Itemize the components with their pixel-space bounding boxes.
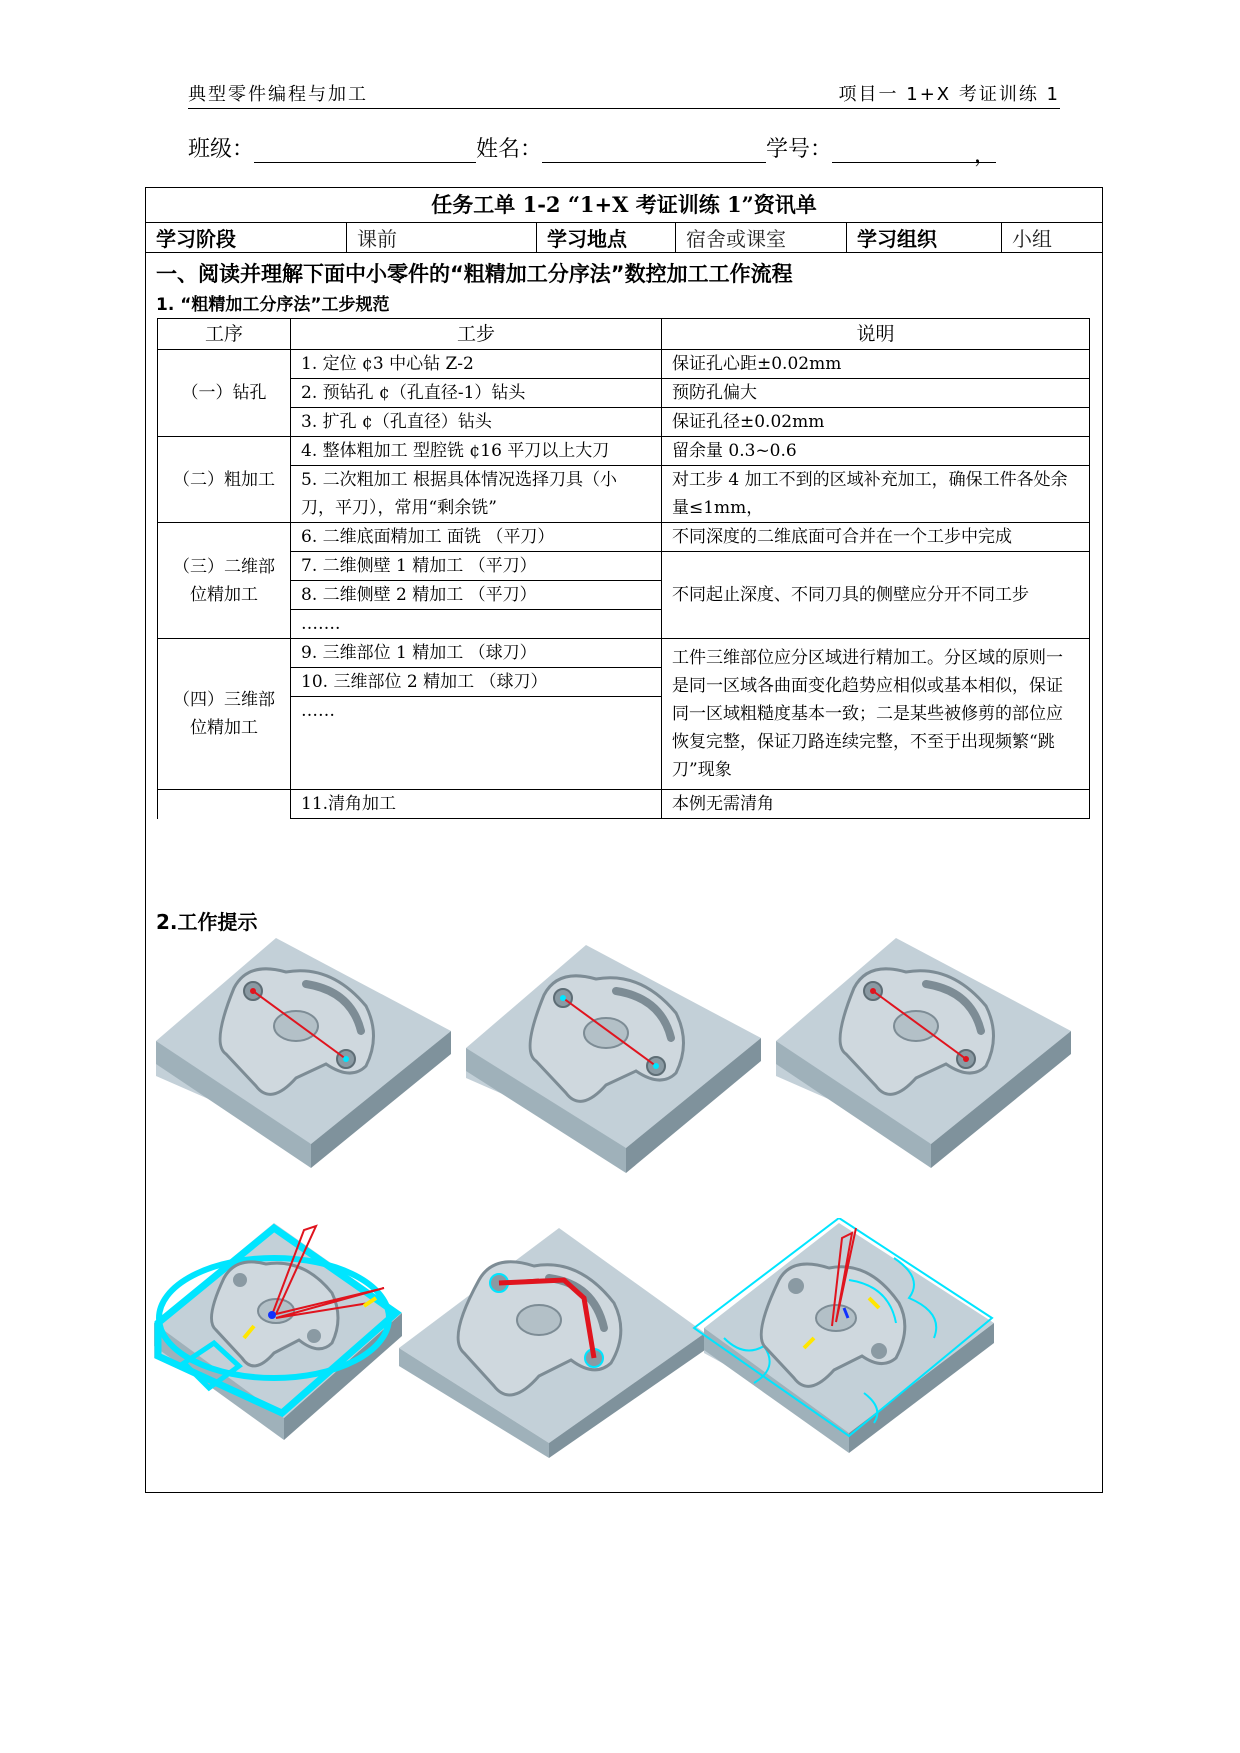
col-header-process: 工序 (158, 319, 291, 350)
group-cell: （三）二维部位精加工 (158, 523, 291, 639)
section1-title: 一、阅读并理解下面中小零件的“粗精加工分序法”数控加工工作流程 (156, 262, 793, 286)
note-cell: 不同深度的二维底面可合并在一个工步中完成 (662, 523, 1090, 552)
table-row (158, 379, 1090, 408)
step-cell: 5. 二次粗加工 根据具体情况选择刀具（小刀，平刀），常用“剩余铣” (291, 466, 662, 523)
step-cell: 4. 整体粗加工 型腔铣 ¢16 平刀以上大刀 (291, 437, 662, 466)
trailing-comma: ， (974, 143, 997, 168)
table-row (158, 466, 1090, 523)
group-cell: （四）三维部位精加工 (158, 639, 291, 790)
table-header-row (158, 319, 1090, 350)
col-header-step: 工步 (291, 319, 662, 350)
table-row (158, 350, 1090, 379)
step-cell: 10. 三维部位 2 精加工 （球刀） (291, 668, 662, 697)
header-project-title: 项目一 1+X 考证训练 1 (838, 84, 1060, 105)
name-field[interactable] (542, 138, 766, 163)
step-cell: 9. 三维部位 1 精加工 （球刀） (291, 639, 662, 668)
note-cell: 本例无需清角 (662, 790, 1090, 819)
roughing-toolpath-illustration (154, 1218, 402, 1458)
group-cell-empty (158, 790, 291, 819)
group-cell: （一）钻孔 (158, 350, 291, 437)
note-cell: 对工步 4 加工不到的区域补充加工，确保工件各处余量≤1mm， (662, 466, 1090, 523)
step-cell: 1. 定位 ¢3 中心钻 Z-2 (291, 350, 662, 379)
org-label: 学习组织 (847, 222, 1002, 253)
note-cell: 保证孔径±0.02mm (662, 408, 1090, 437)
org-value: 小组 (1002, 222, 1103, 253)
step-cell: 8. 二维侧壁 2 精加工 （平刀） (291, 581, 662, 610)
table-row (158, 437, 1090, 466)
note-cell: 留余量 0.3~0.6 (662, 437, 1090, 466)
place-value: 宿舍或课室 (676, 222, 847, 253)
table-row (158, 639, 1090, 668)
stage-value: 课前 (347, 222, 537, 253)
section1-subtitle: 1. “粗精加工分序法”工步规范 (156, 295, 390, 315)
sheet-title: 任务工单 1-2 “1+X 考证训练 1”资讯单 (146, 188, 1102, 223)
task-sheet (145, 187, 1103, 1493)
meta-table (146, 222, 1102, 253)
section2-title: 2.工作提示 (156, 910, 258, 934)
student-info-row (188, 132, 997, 168)
drill-illustration-1 (156, 936, 451, 1171)
drill-illustration-2 (466, 943, 761, 1178)
step-cell: 3. 扩孔 ¢（孔直径）钻头 (291, 408, 662, 437)
note-cell: 预防孔偏大 (662, 379, 1090, 408)
process-table (157, 318, 1090, 819)
stage-label: 学习阶段 (146, 222, 347, 253)
class-field[interactable] (254, 138, 476, 163)
step-cell: 11.清角加工 (291, 790, 662, 819)
id-label: 学号： (766, 137, 833, 162)
table-row (158, 790, 1090, 819)
header-course-title: 典型零件编程与加工 (188, 84, 368, 105)
drill-illustration-3 (776, 936, 1071, 1171)
page-header (188, 78, 1060, 109)
table-row (158, 552, 1090, 581)
class-label: 班级： (188, 137, 255, 162)
place-label: 学习地点 (537, 222, 676, 253)
note-cell: 工件三维部位应分区域进行精加工。分区域的原则一是同一区域各曲面变化趋势应相似或基本相似，保证同一区域粗糙度基本一致；二是某些被修剪的部位应恢复完整，保证刀路连续完整，不至于出现频繁“跳刀”现象 (662, 639, 1090, 790)
name-label: 姓名： (476, 137, 543, 162)
note-cell: 保证孔心距±0.02mm (662, 350, 1090, 379)
3d-finishing-toolpath-illustration (684, 1218, 994, 1463)
student-id-field[interactable] (832, 138, 997, 168)
group-cell: （二）粗加工 (158, 437, 291, 523)
step-cell: ……. (291, 610, 662, 639)
table-row (158, 408, 1090, 437)
step-cell: …… (291, 697, 662, 790)
step-cell: 2. 预钻孔 ¢（孔直径-1）钻头 (291, 379, 662, 408)
finishing-toolpath-illustration (399, 1218, 705, 1458)
col-header-note: 说明 (662, 319, 1090, 350)
table-row (158, 523, 1090, 552)
step-cell: 6. 二维底面精加工 面铣 （平刀） (291, 523, 662, 552)
note-cell: 不同起止深度、不同刀具的侧壁应分开不同工步 (662, 552, 1090, 639)
step-cell: 7. 二维侧壁 1 精加工 （平刀） (291, 552, 662, 581)
